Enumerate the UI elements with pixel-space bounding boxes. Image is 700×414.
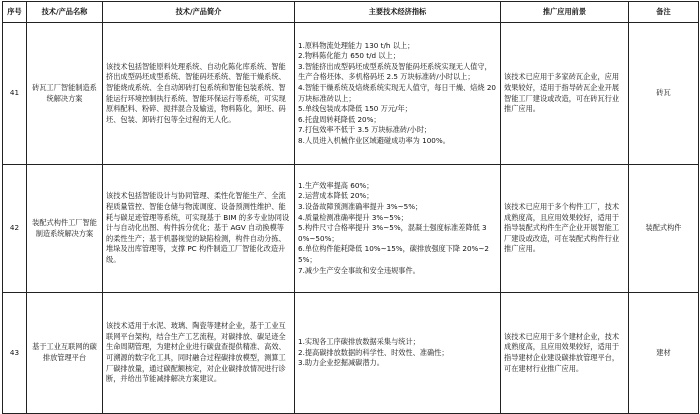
indicator-item: 5.构件尺寸合格率提升 3%~5%，混凝土强度标准差降低 30%~50%； (298, 223, 487, 243)
indicator-item: 2.运营成本降低 20%； (298, 191, 374, 201)
product-intro: 该技术包括智能原料处理系统、自动化陈化库系统、智能挤出成型码坯成型系统、智能码坯系统、智能干燥系统、智能烧成系统、全自动卸砖打包系统和智能包装系统、智能运行环境控制执行系统、智能环保运行等系统，可实现原料配料、粉碎、搅拌混合及输送，物料陈化，卸坯、码坯、包装、卸砖打包等全过程的无人化。 (103, 23, 295, 165)
indicator-item: 3.助力企业挖掘减碳潜力。 (298, 358, 384, 368)
row-number: 41 (3, 23, 27, 165)
indicator-item: 7.打包效率不低于 3.5 万块标准砖/小时； (298, 125, 432, 135)
product-intro: 该技术包括智能设计与协同管理、柔性化智能生产、全流程质量管控、智能仓储与物流调度、设备预测性维护、能耗与碳足迹管理等系统，可实现基于 BIM 的多专业协同设计与自动化出图、构件拆分优化；基于 AGV 自动换模等的柔性生产；基于机器视觉的缺陷检测，构件自动分拣、堆垛及出库管理等，支撑 PC 构件制造工厂智能化改造升级。 (103, 165, 295, 293)
indicator-item: 3.智能挤出成型码坯成型系统及智能码坯系统实现无人值守，生产合格坯体、多机格码坯 2.5 万块标准砖/小时以上； (298, 61, 492, 82)
application-prospect: 该技术已应用于多个建材企业，技术成熟度高，且应用效果较好，适用于指导建材企业建设碳排放管理平台，可在建材行业推广应用。 (501, 293, 629, 414)
application-prospect: 该技术已应用于多个构件工厂，技术成熟度高，且应用效果较好，适用于指导装配式构件生产企业开展智能工厂建设或改造，可在装配式构件行业推广应用。 (501, 165, 629, 293)
indicator-item: 2.提高碳排放数据的科学性、时效性、准确性； (298, 347, 449, 357)
header-remark: 备注 (629, 2, 699, 23)
indicator-item: 1.原料物流处理能力 130 t/h 以上； (298, 40, 415, 50)
indicator-item: 7.减少生产安全事故和安全违规事件。 (298, 265, 420, 275)
indicator-item: 4.智能干燥系统及焙烧系统实现无人值守，每日干燥、焙烧 20 万块标准砖以上； (298, 82, 496, 103)
indicator-item: 6.单位构件能耗降低 10%~15%，碳排放强度下降 20%~25%； (298, 244, 489, 264)
product-name: 基于工业互联网的碳排放管理平台 (27, 293, 103, 414)
indicator-item: 4.质量检测准确率提升 3%~5%； (298, 212, 408, 222)
product-name: 装配式构件工厂智能制造系统解决方案 (27, 165, 103, 293)
application-prospect: 该技术已应用于多家砖瓦企业，应用效果较好，适用于指导砖瓦企业开展智能工厂建设或改造，可在砖瓦行业推广应用。 (501, 23, 629, 165)
table-row (3, 293, 699, 414)
table-row (3, 23, 699, 165)
row-number: 43 (3, 293, 27, 414)
table-row (3, 165, 699, 293)
technology-table (2, 1, 699, 414)
indicators-cell (295, 23, 501, 165)
indicator-item: 8.人员进入机械作业区域避碰成功率为 100%。 (298, 135, 450, 145)
row-number: 42 (3, 165, 27, 293)
remark: 砖瓦 (629, 23, 699, 165)
remark: 装配式构件 (629, 165, 699, 293)
header-indicators: 主要技术经济指标 (295, 2, 501, 23)
header-prospect: 推广应用前景 (501, 2, 629, 23)
table-header-row (3, 2, 699, 23)
indicator-item: 5.单线包装成本降低 150 万元/年； (298, 104, 412, 114)
header-intro: 技术/产品简介 (103, 2, 295, 23)
indicator-item: 6.托盘周转耗降低 20%； (298, 114, 381, 124)
indicators-cell (295, 293, 501, 414)
header-no: 序号 (3, 2, 27, 23)
indicator-item: 2.物料陈化能力 650 t/d 以上； (298, 51, 400, 61)
indicator-item: 3.设备故障预测准确率提升 3%~5%； (298, 202, 423, 212)
product-intro: 该技术适用于水泥、玻璃、陶瓷等建材企业，基于工业互联网平台架构，结合生产工艺流程，对碳排放、碳足迹全生命周期管理，为建材企业进行碳盘查提供精准、高效、可溯源的数字化工具，同时融合过程碳排放模型，测算工厂碳排放量，通过碳配额核定，对企业碳排放情况进行诊断，并给出节能减排解决方案建议。 (103, 293, 295, 414)
header-name: 技术/产品名称 (27, 2, 103, 23)
remark: 建材 (629, 293, 699, 414)
indicators-cell (295, 165, 501, 293)
product-name: 砖瓦工厂智能制造系统解决方案 (27, 23, 103, 165)
indicator-item: 1.生产效率提高 60%； (298, 180, 374, 190)
indicator-item: 1.实现各工序碳排放数据采集与统计； (298, 337, 420, 347)
